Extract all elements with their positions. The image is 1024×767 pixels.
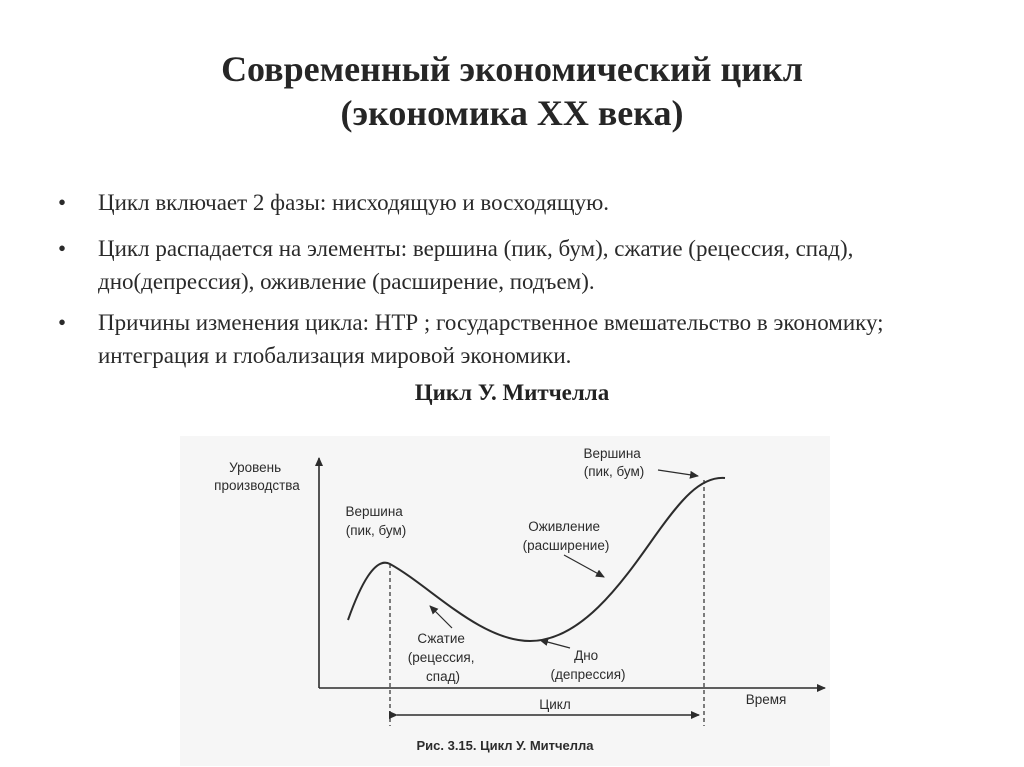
peak1-label-line: (пик, бум) bbox=[345, 523, 407, 538]
peak2-pointer-arrow bbox=[658, 470, 698, 476]
cycle-diagram bbox=[180, 436, 830, 766]
contraction-pointer-arrow bbox=[430, 606, 452, 628]
slide-subtitle: (экономика XX века) bbox=[340, 93, 684, 133]
expansion-label bbox=[523, 519, 610, 553]
peak2-label-line: Вершина bbox=[583, 446, 641, 461]
trough-pointer-arrow bbox=[540, 640, 570, 648]
slide-title: Современный экономический цикл bbox=[221, 49, 803, 89]
contraction-label-line: Сжатие bbox=[417, 631, 465, 646]
bullet-marker: • bbox=[58, 310, 67, 335]
cycle-label: Цикл bbox=[539, 697, 571, 712]
trough-label bbox=[550, 648, 625, 682]
x-axis-label: Время bbox=[745, 692, 787, 707]
peak1-label bbox=[345, 504, 406, 538]
peak2-label-line: (пик, бум) bbox=[583, 464, 645, 479]
contraction-label-line: спад) bbox=[426, 669, 460, 684]
diagram-caption: Рис. 3.15. Цикл У. Митчелла bbox=[416, 738, 594, 753]
cycle-diagram-svg bbox=[180, 436, 830, 766]
bullet-text: Цикл включает 2 фазы: нисходящую и восходящую. bbox=[98, 190, 609, 215]
expansion-label-line: Оживление bbox=[528, 519, 601, 534]
contraction-label bbox=[408, 631, 478, 684]
expansion-label-line: (расширение) bbox=[522, 538, 610, 553]
bullet-text: Цикл распадается на элементы: вершина (пик, бум), сжатие (рецессия, спад), дно(депрессия), оживление (расширение, подъем). bbox=[98, 236, 854, 294]
y-axis-label-line: Уровень bbox=[229, 460, 282, 475]
expansion-pointer-arrow bbox=[564, 555, 604, 577]
y-axis-label bbox=[214, 460, 300, 493]
y-axis-label-line: производства bbox=[214, 478, 300, 493]
bullet-text: Причины изменения цикла: НТР ; государственное вмешательство в экономику; интеграция и глобализация мировой экономики. bbox=[98, 310, 884, 368]
contraction-label-line: (рецессия, bbox=[407, 650, 475, 665]
bullet-marker: • bbox=[58, 190, 67, 215]
peak2-label bbox=[583, 446, 644, 479]
cycle-curve bbox=[345, 478, 725, 641]
bullet-marker: • bbox=[58, 236, 67, 261]
trough-label-line: (депрессия) bbox=[550, 667, 626, 682]
figure-caption: Цикл У. Митчелла bbox=[414, 380, 610, 405]
peak1-label-line: Вершина bbox=[345, 504, 403, 519]
trough-label-line: Дно bbox=[574, 648, 599, 663]
